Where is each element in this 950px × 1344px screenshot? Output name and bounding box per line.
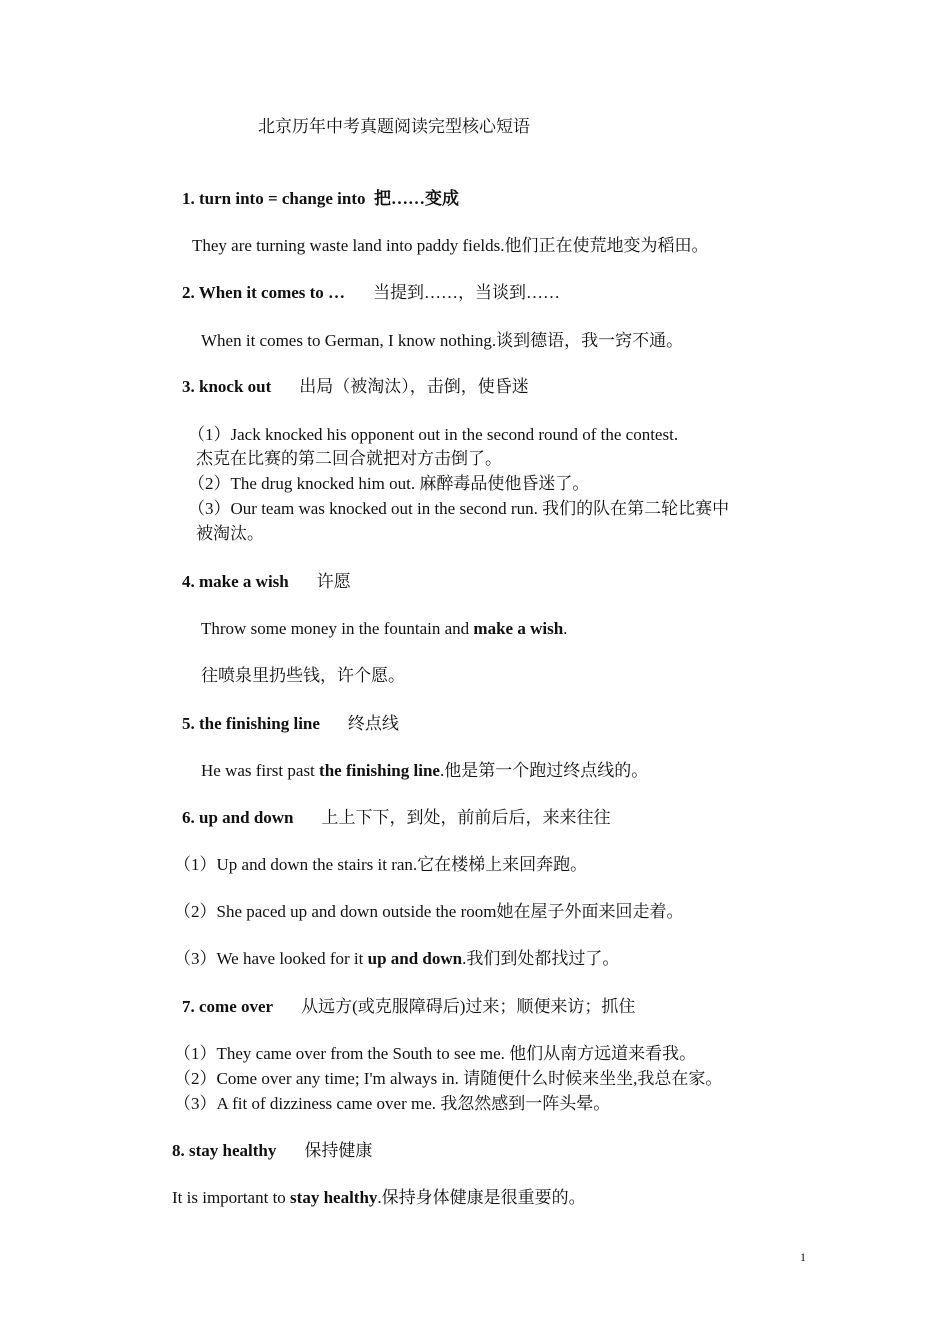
page-number: 1 (800, 1250, 806, 1264)
phrase-2-term: 2. When it comes to … (182, 283, 346, 302)
phrase-6-term: 6. up and down (182, 808, 294, 827)
phrase-4-example-tail: . (563, 619, 568, 638)
phrase-6-meaning: 上上下下，到处，前前后后，来来往往 (321, 808, 611, 827)
phrase-3-example-2: （2）The drug knocked him out. 麻醉毒品使他昏迷了。 (188, 474, 590, 493)
phrase-6-example-3-tail: .我们到处都找过了。 (462, 949, 620, 968)
phrase-7-example-1: （1）They came over from the South to see me. 他们从南方远道来看我。 (174, 1044, 697, 1063)
phrase-6-example-3-highlight: up and down (367, 949, 463, 968)
phrase-1-example: They are turning waste land into paddy fields.他们正在使荒地变为稻田。 (192, 236, 709, 255)
phrase-3-example-3: （3）Our team was knocked out in the second run. 我们的队在第二轮比赛中 (188, 499, 730, 518)
phrase-7-meaning: 从远方(或克服障碍后)过来；顺便来访；抓住 (301, 997, 636, 1016)
phrase-4-example-highlight: make a wish (473, 619, 564, 638)
phrase-3-example-3-cn: 被淘汰。 (196, 524, 264, 543)
phrase-4-example-cn: 往喷泉里扔些钱，许个愿。 (201, 666, 405, 685)
phrase-8-meaning: 保持健康 (304, 1141, 373, 1160)
phrase-5-example-highlight: the finishing line (319, 761, 440, 780)
page-title: 北京历年中考真题阅读完型核心短语 (258, 117, 530, 136)
phrase-3-meaning: 出局（被淘汰），击倒，使昏迷 (299, 377, 529, 396)
phrase-8-example (172, 1187, 586, 1209)
phrase-7-example-2: （2）Come over any time; I'm always in. 请随便什么时候来坐坐,我总在家。 (174, 1069, 723, 1088)
phrase-1-heading (182, 188, 459, 210)
phrase-2-heading (182, 282, 560, 304)
phrase-7-term: 7. come over (182, 997, 274, 1016)
phrase-5-example-text: He was first past (201, 761, 320, 780)
phrase-6-example-1: （1）Up and down the stairs it ran.它在楼梯上来回奔跑。 (174, 855, 588, 874)
phrase-5-meaning: 终点线 (347, 714, 399, 733)
phrase-4-heading (182, 571, 351, 593)
phrase-5-term: 5. the finishing line (182, 714, 320, 733)
phrase-4-meaning: 许愿 (316, 572, 351, 591)
phrase-8-example-tail: .保持身体健康是很重要的。 (377, 1188, 586, 1207)
phrase-4-example-text: Throw some money in the fountain and (201, 619, 474, 638)
phrase-6-example-3-text: （3）We have looked for it (174, 949, 368, 968)
phrase-1-term: 1. turn into = change into (182, 189, 366, 208)
phrase-1-meaning: 把……变成 (373, 189, 459, 208)
phrase-8-example-highlight: stay healthy (290, 1188, 378, 1207)
phrase-5-example-tail: .他是第一个跑过终点线的。 (439, 761, 649, 780)
phrase-5-heading (182, 713, 399, 735)
phrase-6-example-2: （2）She paced up and down outside the room她在屋子外面来回走着。 (174, 902, 684, 921)
phrase-3-term: 3. knock out (182, 377, 272, 396)
phrase-3-example-1: （1）Jack knocked his opponent out in the second round of the contest. (188, 425, 679, 444)
phrase-7-heading (182, 996, 635, 1018)
phrase-8-heading (172, 1140, 372, 1162)
phrase-6-example-3 (174, 948, 619, 970)
phrase-8-term: 8. stay healthy (172, 1141, 277, 1160)
phrase-7-example-3: （3）A fit of dizziness came over me. 我忽然感到一阵头晕。 (174, 1094, 611, 1113)
phrase-5-example (201, 760, 648, 782)
phrase-3-heading (182, 376, 529, 398)
phrase-4-example (201, 618, 567, 640)
phrase-8-example-text: It is important to (172, 1188, 291, 1207)
phrase-6-heading (182, 807, 611, 829)
phrase-3-example-1-cn: 杰克在比赛的第二回合就把对方击倒了。 (196, 449, 502, 468)
phrase-2-example: When it comes to German, I know nothing.谈到德语，我一窍不通。 (201, 331, 684, 350)
phrase-2-meaning: 当提到……，当谈到…… (373, 283, 561, 302)
phrase-4-term: 4. make a wish (182, 572, 289, 591)
